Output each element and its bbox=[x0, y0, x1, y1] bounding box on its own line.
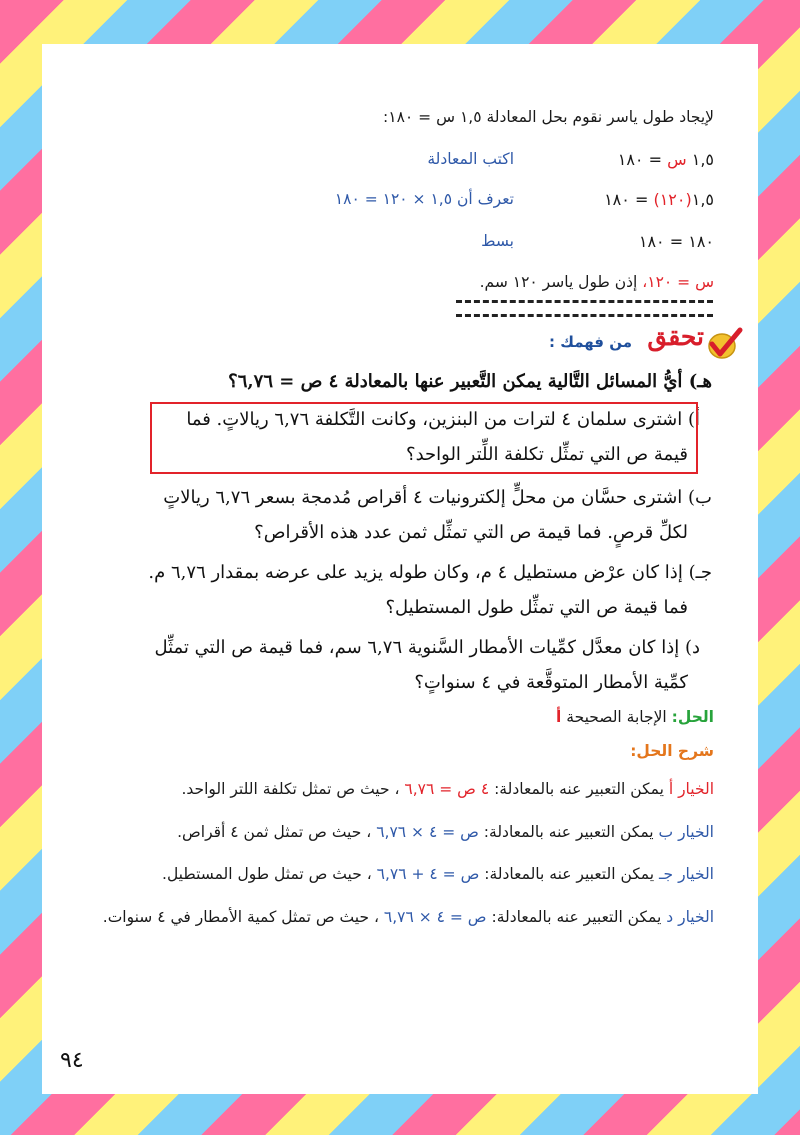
solution-answer: أ bbox=[556, 708, 562, 726]
dashed-divider bbox=[456, 314, 713, 317]
solution bbox=[556, 708, 714, 726]
explanation-tail: ، حيث ص تمثل طول المستطيل. bbox=[162, 865, 377, 883]
dashed-divider bbox=[456, 300, 713, 303]
step-eq-prefix: ١,٥ bbox=[691, 190, 714, 209]
explanation-mid: يمكن التعبير عنه بالمعادلة: bbox=[489, 780, 669, 798]
explanation-eq: ص = ٤ × ٦,٧٦ bbox=[376, 823, 479, 841]
option-label: جـ) bbox=[688, 562, 712, 583]
option-c-line2: فما قيمة ص التي تمثِّل طول المستطيل؟ bbox=[385, 597, 688, 618]
explanation-mid: يمكن التعبير عنه بالمعادلة: bbox=[486, 908, 667, 926]
step-2-note: تعرف أن ١,٥ × ١٢٠ = ١٨٠ bbox=[334, 190, 514, 208]
step-1-note: اكتب المعادلة bbox=[427, 150, 514, 168]
option-d[interactable] bbox=[130, 630, 700, 666]
explanation-c bbox=[162, 865, 714, 883]
option-c[interactable] bbox=[142, 555, 712, 591]
option-line: اشترى حسَّان من محلٍّ إلكترونيات ٤ أقراص مُدمجة بسعر ٦,٧٦ ريالاتٍ bbox=[163, 487, 683, 508]
explanation-eq: ص = ٤ + ٦,٧٦ bbox=[376, 865, 480, 883]
check-heading-main: تحقق bbox=[647, 322, 704, 351]
conclusion-var: س = ١٢٠، bbox=[642, 273, 714, 291]
explanation-choice: الخيار جـ bbox=[659, 865, 714, 883]
explanation-tail: ، حيث ص تمثل تكلفة اللتر الواحد. bbox=[181, 780, 405, 798]
option-line: إذا كان معدَّل كمِّيات الأمطار السَّنوية ٦,٧٦ سم، فما قيمة ص التي تمثِّل bbox=[154, 637, 680, 658]
check-mark-icon bbox=[705, 326, 743, 364]
step-2-equation bbox=[604, 190, 714, 209]
explanation-mid: يمكن التعبير عنه بالمعادلة: bbox=[478, 823, 659, 841]
explanation-choice: الخيار ب bbox=[658, 823, 714, 841]
step-eq-suffix: = ١٨٠ bbox=[604, 190, 654, 209]
conclusion bbox=[480, 273, 714, 291]
explanation-eq: ٤ ص = ٦,٧٦ bbox=[404, 780, 490, 798]
option-line: اشترى سلمان ٤ لترات من البنزين، وكانت التَّكلفة ٦,٧٦ ريالاتٍ. فما bbox=[186, 409, 683, 430]
intro-text: لإيجاد طول ياسر نقوم بحل المعادلة ١,٥ س = ١٨٠: bbox=[383, 108, 714, 126]
option-d-line2: كمِّية الأمطار المتوقَّعة في ٤ سنواتٍ؟ bbox=[414, 672, 688, 693]
solution-label: الحل: bbox=[671, 708, 714, 726]
explanation-choice: الخيار د bbox=[666, 908, 714, 926]
option-label: د) bbox=[684, 637, 700, 658]
correct-answer-highlight bbox=[150, 402, 698, 474]
explanation-eq: ص = ٤ × ٦,٧٦ bbox=[383, 908, 487, 926]
explanation-label: شرح الحل: bbox=[630, 742, 714, 760]
step-eq-var: س bbox=[667, 150, 687, 169]
explanation-b bbox=[177, 823, 714, 841]
explanation-choice: الخيار أ bbox=[668, 780, 714, 798]
option-label: ب) bbox=[688, 487, 712, 508]
step-eq-var: (١٢٠) bbox=[653, 190, 692, 209]
question-stem: هـ) أيُّ المسائل التَّالية يمكن التَّعبير عنها بالمعادلة ٤ ص = ٦,٧٦؟ bbox=[228, 371, 712, 392]
option-label: أ) bbox=[687, 409, 700, 430]
check-heading-sub: من فهمك : bbox=[549, 333, 632, 351]
step-3-note: بسط bbox=[481, 232, 514, 250]
explanation-a bbox=[181, 780, 714, 798]
option-b[interactable] bbox=[142, 480, 712, 516]
option-line: إذا كان عرْض مستطيل ٤ م، وكان طوله يزيد على عرضه بمقدار ٦,٧٦ م. bbox=[148, 562, 683, 583]
step-eq-suffix: = ١٨٠ bbox=[617, 150, 668, 169]
conclusion-text: إذن طول ياسر ١٢٠ سم. bbox=[479, 273, 643, 291]
explanation-tail: ، حيث ص تمثل ثمن ٤ أقراص. bbox=[177, 823, 377, 841]
solution-text: الإجابة الصحيحة bbox=[561, 708, 672, 726]
page-number: ٩٤ bbox=[60, 1048, 84, 1073]
option-a-line2: قيمة ص التي تمثِّل تكلفة اللِّتر الواحد؟ bbox=[406, 444, 688, 465]
explanation-mid: يمكن التعبير عنه بالمعادلة: bbox=[479, 865, 660, 883]
option-b-line2: لكلِّ قرصٍ. فما قيمة ص التي تمثِّل ثمن عدد هذه الأقراص؟ bbox=[254, 522, 688, 543]
step-1-equation bbox=[618, 150, 714, 169]
explanation-tail: ، حيث ص تمثل كمية الأمطار في ٤ سنوات. bbox=[102, 908, 384, 926]
step-eq-prefix: ١,٥ bbox=[686, 150, 714, 169]
step-3-equation: ١٨٠ = ١٨٠ bbox=[638, 232, 714, 251]
explanation-d bbox=[103, 908, 714, 926]
